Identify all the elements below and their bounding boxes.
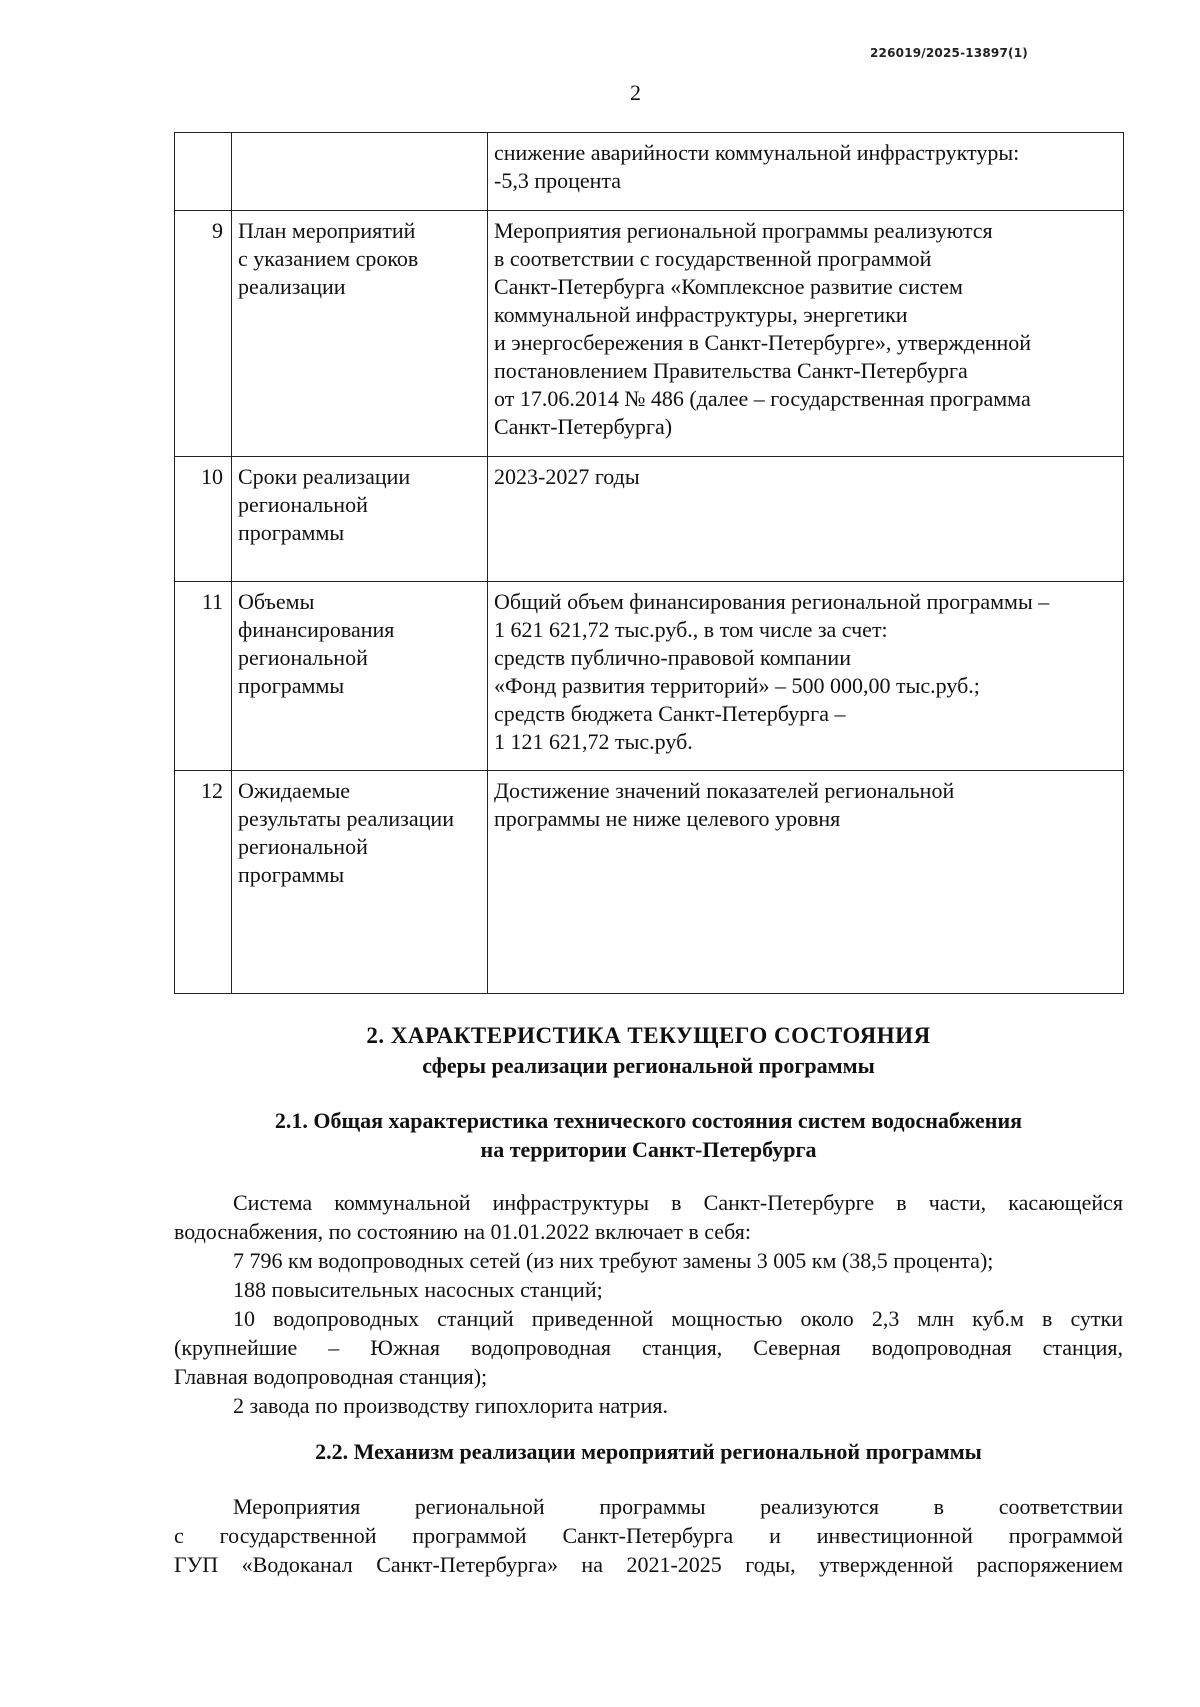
row-name-line: результаты реализации [238,806,454,831]
row-value-line: 1 621 621,72 тыс.руб., в том числе за счет: [494,617,888,642]
section-2-1-subtitle: на территории Санкт-Петербурга [480,1137,817,1162]
row-name-line: Ожидаемые [238,778,351,803]
row-number: 10 [175,457,232,582]
paragraph-line: с государственной программой Санкт-Петербурга и инвестиционной программой [174,1523,1123,1548]
row-value-line: от 17.06.2014 № 486 (далее – государственная программа [494,386,1031,411]
row-value-line: в соответствии с государственной программой [494,246,932,271]
paragraph-line: Система коммунальной инфраструктуры в Санкт-Петербурге в части, касающейся [233,1190,1123,1215]
row-value-line: 2023-2027 годы [494,464,640,489]
row-number: 11 [175,582,232,771]
row-value-line: и энергосбережения в Санкт-Петербурге», утвержденной [494,330,1032,355]
document-id: 226019/2025-13897(1) [870,46,1028,60]
row-name-line: реализации [238,274,346,299]
page-number: 2 [630,80,641,105]
row-name-line: региональной [238,645,368,670]
list-item: 7 796 км водопроводных сетей (из них требуют замены 3 005 км (38,5 процента); [233,1248,994,1273]
row-name-line: Сроки реализации [238,464,411,489]
table-row [175,582,1124,771]
row-value-line: Мероприятия региональной программы реализуются [494,218,993,243]
row-name [232,211,488,457]
row-name-line: финансирования [238,617,395,642]
row-name [232,771,488,994]
row-number [175,133,232,211]
list-item: 10 водопроводных станций приведенной мощностью около 2,3 млн куб.м в сутки [233,1306,1123,1331]
row-name-line: План мероприятий [238,218,416,243]
table-row [175,771,1124,994]
row-value-line: Санкт-Петербурга) [494,414,673,439]
list-item: 188 повысительных насосных станций; [233,1277,603,1302]
table-row [175,457,1124,582]
row-value [488,211,1124,457]
row-value-line: программы не ниже целевого уровня [494,806,841,831]
row-value-line: Санкт-Петербурга «Комплексное развитие систем [494,274,963,299]
row-name-line: программы [238,673,345,698]
row-name-line: региональной [238,834,368,859]
section-2-1-title: 2.1. Общая характеристика технического состояния систем водоснабжения [274,1108,1023,1133]
section-2-2-body [174,1492,1123,1579]
row-value-line: -5,3 процента [494,168,622,193]
row-value-line: 1 121 621,72 тыс.руб. [494,729,693,754]
list-item-continuation: Главная водопроводная станция); [174,1364,488,1389]
row-value [488,133,1124,211]
row-name [232,582,488,771]
row-number: 9 [175,211,232,457]
row-value-line: постановлением Правительства Санкт-Петербурга [494,358,968,383]
row-name-line: с указанием сроков [238,246,419,271]
row-value [488,771,1124,994]
row-number: 12 [175,771,232,994]
row-name-line: программы [238,862,345,887]
row-name [232,457,488,582]
program-passport-table [174,132,1124,994]
paragraph-line: водоснабжения, по состоянию на 01.01.2022 включает в себя: [174,1219,751,1244]
list-item: 2 завода по производству гипохлорита натрия. [233,1393,669,1418]
section-2-title: 2. ХАРАКТЕРИСТИКА ТЕКУЩЕГО СОСТОЯНИЯ [366,1023,931,1048]
row-value-line: коммунальной инфраструктуры, энергетики [494,302,908,327]
table-row [175,211,1124,457]
section-2-subtitle: сферы реализации региональной программы [422,1053,875,1078]
row-value [488,457,1124,582]
row-name [232,133,488,211]
paragraph-line: Мероприятия региональной программы реализуются в соответствии [233,1494,1123,1519]
row-name-line: региональной [238,492,368,517]
list-item-continuation: (крупнейшие – Южная водопроводная станция, Северная водопроводная станция, [174,1335,1123,1360]
row-name-line: программы [238,520,345,545]
row-value-line: средств бюджета Санкт-Петербурга – [494,701,846,726]
table-row [175,133,1124,211]
row-value-line: Общий объем финансирования региональной программы – [494,589,1050,614]
section-2-2-title: 2.2. Механизм реализации мероприятий региональной программы [315,1439,982,1464]
row-value [488,582,1124,771]
row-value-line: Достижение значений показателей региональной [494,778,955,803]
row-value-line: «Фонд развития территорий» – 500 000,00 тыс.руб.; [494,673,980,698]
paragraph-line: ГУП «Водоканал Санкт-Петербурга» на 2021-2025 годы, утвержденной распоряжением [174,1552,1123,1577]
row-name-line: Объемы [238,589,315,614]
row-value-line: средств публично-правовой компании [494,645,851,670]
section-2-1-body [174,1188,1123,1420]
row-value-line: снижение аварийности коммунальной инфраструктуры: [494,140,1020,165]
